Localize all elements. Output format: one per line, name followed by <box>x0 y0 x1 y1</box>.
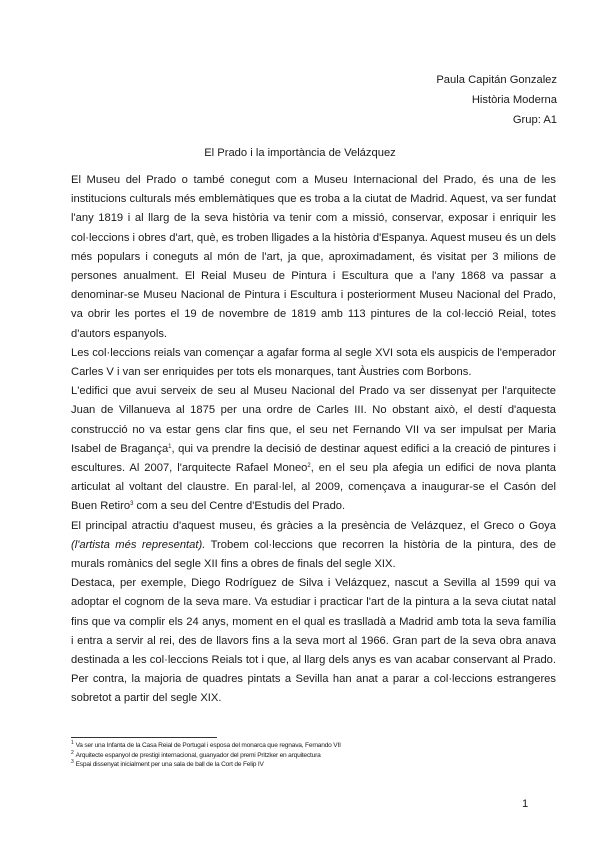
paragraph-text: com a seu del Centre d'Estudis del Prado. <box>133 500 346 513</box>
footnote-3 <box>71 760 551 770</box>
paragraph-building <box>71 382 556 516</box>
italic-note: (l'artista més representat). <box>71 538 206 551</box>
footnote-text: Espai dissenyat inicialment per una sala de ball de la Cort de Felip IV <box>75 761 264 769</box>
course-name: Història Moderna <box>471 94 557 106</box>
document-header <box>436 70 557 130</box>
footnote-ref-1[interactable]: 1 <box>168 443 172 450</box>
document-body <box>71 171 556 709</box>
footnote-text: Va ser una Infanta de la Casa Reial de Portugal i esposa del monarca que regnava, Fernando VII <box>75 742 341 749</box>
paragraph-text: , qui va prendre la decisió de destinar aquest edifici a la creació de pintures i escultures. Al 2007, l'arquitecte Rafael Moneo <box>71 442 556 475</box>
group-label: Grup: A1 <box>512 114 557 126</box>
paragraph-text: El principal atractiu d'aquest museu, és gràcies a la presència de Velázquez, el Greco o Goya <box>71 519 556 532</box>
paragraph-text: , en el seu pla afegia un edifici de nova planta articulat al voltant del claustre. En paral·lel, al 2009, començava a inaugurar-se el Casón del Buen Retiro <box>71 462 556 513</box>
footnote-2 <box>71 751 551 761</box>
footnote-ref-2[interactable]: 2 <box>307 463 311 470</box>
footnote-ref-3[interactable]: 3 <box>130 501 134 508</box>
paragraph-royal-collections: Les col·leccions reials van començar a agafar forma al segle XVI sota els auspicis de l'emperador Carles V i van ser enriquides per tots els monarques, tant Àustries com Borbons. <box>71 346 556 379</box>
footnote-number: 1 <box>71 740 74 746</box>
footnote-number: 3 <box>71 759 74 766</box>
document-title: El Prado i la importància de Velázquez <box>204 147 396 159</box>
paragraph-text: L'edifici que avui serveix de seu al Museu Nacional del Prado va ser dissenyat per l'arquitecte Juan de Villanueva al 1875 per una ordre de Carles III. No obstant això, el destí d'aquesta construcció no va estar gens clar fins que, el seu net Fernando VII va ser impulsat per Maria Isabel de Bragança <box>71 385 556 455</box>
page-number: 1 <box>522 798 529 810</box>
footnotes <box>71 741 551 770</box>
footnote-1 <box>71 741 551 751</box>
footnote-number: 2 <box>71 749 74 756</box>
paragraph-intro: El Museu del Prado o també conegut com a Museu Internacional del Prado, és una de les institucions culturals més emblemàtiques que es troba a la ciutat de Madrid. Aquest, va ser fundat l'any 1819 i al llarg de la seva història va tenir com a missió, conservar, exposar i enriquir les col·leccions i obres d'art, què, es troben lligades a la història d'Espanya. Aquest museu és un dels més populars i coneguts al món de l'art, ja que, aproximadament, és visitat per 3 milions de persones anualment. El Reial Museu de Pintura i Escultura que a l'any 1868 va passar a denominar-se Museu Nacional de Pintura i Escultura i posteriorment Museu Nacional del Prado, va obrir les portes el 19 de novembre de 1819 amb 113 pintures de la col·lecció Reial, totes d'autors espanyols. <box>71 174 556 340</box>
paragraph-velazquez: Destaca, per exemple, Diego Rodríguez de Silva i Velázquez, nascut a Sevilla al 1599 qui va adoptar el cognom de la seva mare. Va estudiar i practicar l'art de la pintura a la seva ciutat natal fins que va complir els 24 anys, moment en el qual es traslladà a Madrid amb tota la seva família i entra a servir al rei, des de llavors fins a la seva mort al 1966. Gran part de la seva obra anava destinada a les col·leccions Reials tot i que, al llarg dels anys es van acabar conservant al Prado. Per contra, la majoria de quadres pintats a Sevilla han anat a parar a col·leccions estrangeres sobretot a partir del segle XIX. <box>71 577 556 705</box>
footnote-separator <box>71 737 217 738</box>
footnote-text: Arquitecte espanyol de prestigi internacional, guanyador del premi Pritzker en arquitectura <box>75 751 321 759</box>
paragraph-attraction <box>71 517 556 575</box>
author-name: Paula Capitán Gonzalez <box>436 74 557 86</box>
paragraph-text: Trobem col·leccions que recorren la història de la pintura, des de murals romànics del segle XII fins a obres de finals del segle XIX. <box>71 538 557 571</box>
